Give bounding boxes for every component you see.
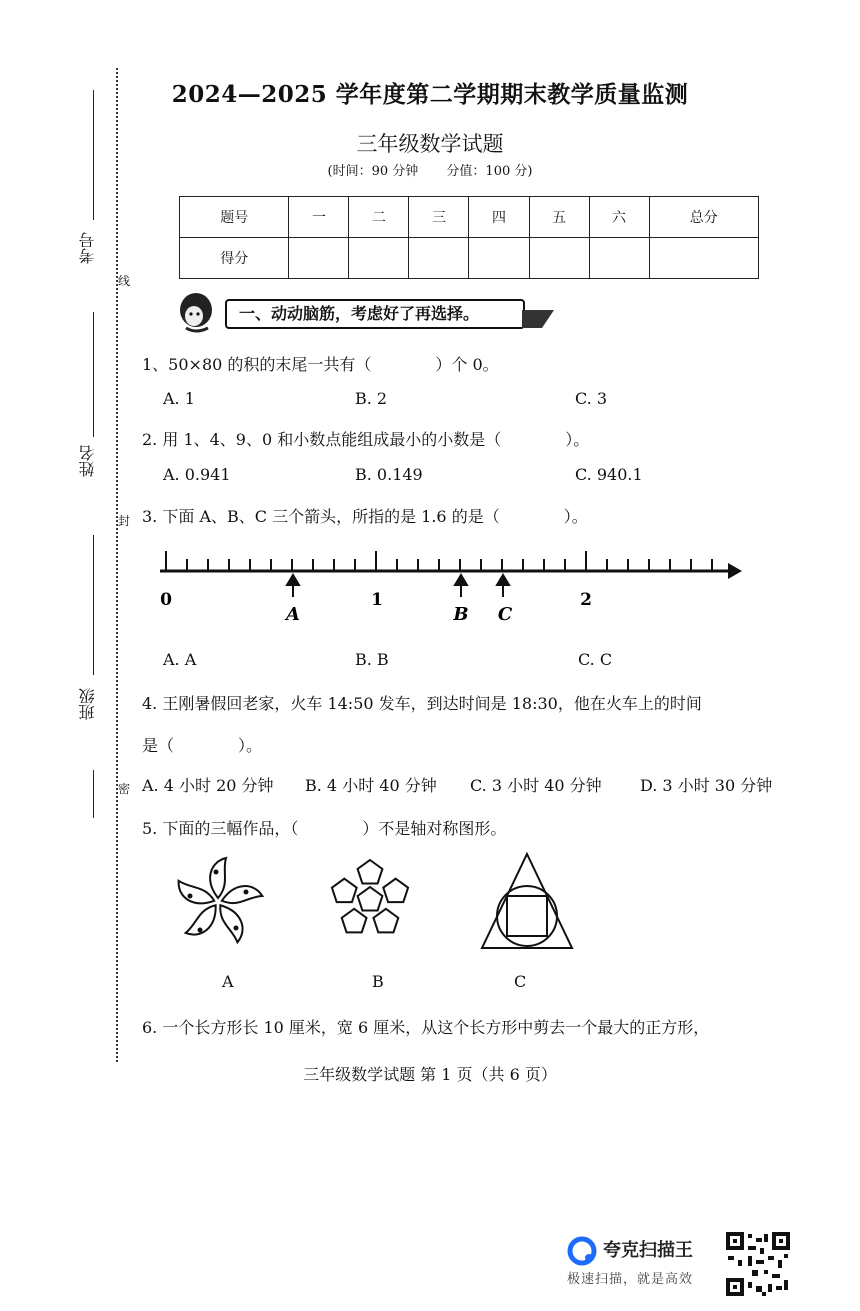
question-6: 6. 一个长方形长 10 厘米，宽 6 厘米，从这个长方形中剪去一个最大的正方形， — [142, 1018, 710, 1037]
table-cell: 五 — [529, 197, 589, 238]
score-table-header-row — [180, 197, 759, 238]
score-input-cell[interactable] — [349, 238, 409, 279]
q4-option-b[interactable]: B. 4 小时 40 分钟 — [305, 776, 437, 795]
question-2: 2. 用 1、4、9、0 和小数点能组成最小的小数是（ ）。 — [142, 430, 590, 449]
score-input-cell[interactable] — [469, 238, 529, 279]
axis-label-1: 1 — [371, 590, 383, 610]
axis-label-0: 0 — [160, 590, 172, 610]
bauhinia-flower-figure — [172, 852, 264, 952]
table-cell: 题号 — [180, 197, 289, 238]
table-cell: 三 — [409, 197, 469, 238]
score-input-cell[interactable] — [409, 238, 469, 279]
banner-flag-icon — [522, 306, 556, 332]
name-line — [93, 312, 94, 437]
score-table — [179, 196, 759, 279]
score-input-cell[interactable] — [589, 238, 649, 279]
score-table-score-row — [180, 238, 759, 279]
arrow-label-c: C — [497, 604, 513, 625]
section-1-heading: 一、动动脑筋，考虑好了再选择。 — [225, 299, 525, 329]
thinker-icon — [172, 288, 224, 336]
score-input-cell[interactable] — [289, 238, 349, 279]
q2-option-a[interactable]: A. 0.941 — [163, 465, 231, 484]
axis-label-2: 2 — [580, 590, 592, 610]
seal-char-seal: 封 — [118, 514, 131, 528]
q3-option-a[interactable]: A. A — [163, 650, 197, 669]
q2-option-c[interactable]: C. 940.1 — [575, 465, 643, 484]
q3-option-c[interactable]: C. C — [578, 650, 613, 669]
table-cell: 六 — [589, 197, 649, 238]
q1-option-b[interactable]: B. 2 — [355, 389, 388, 408]
score-input-cell[interactable] — [649, 238, 758, 279]
arrow-label-a: A — [286, 604, 300, 625]
scanner-watermark — [567, 1234, 717, 1290]
question-5: 5. 下面的三幅作品，（ ）不是轴对称图形。 — [142, 819, 507, 838]
q4-option-c[interactable]: C. 3 小时 40 分钟 — [470, 776, 602, 795]
class-line — [93, 535, 94, 675]
question-1: 1、50×80 的积的末尾一共有（ ）个 0。 — [142, 355, 499, 374]
question-3: 3. 下面 A、B、C 三个箭头，所指的是 1.6 的是（ ）。 — [142, 507, 588, 526]
question-4-line-1: 4. 王刚暑假回老家，火车 14:50 发车，到达时间是 18:30，他在火车上的时间 — [142, 694, 702, 713]
qr-code-icon — [724, 1230, 792, 1298]
triangle-circle-square-figure — [478, 850, 576, 952]
q5-label-c[interactable]: C — [514, 972, 527, 991]
watermark-tagline: 极速扫描，就是高效 — [567, 1272, 694, 1287]
seal-char-line: 线 — [118, 274, 131, 288]
exam-no-label: 考号 — [78, 232, 97, 264]
page-footer: 三年级数学试题 第 1 页（共 6 页） — [303, 1065, 557, 1084]
question-4-line-2: 是（ ）。 — [142, 736, 263, 755]
table-cell: 二 — [349, 197, 409, 238]
table-cell: 得分 — [180, 238, 289, 279]
q1-option-c[interactable]: C. 3 — [575, 389, 608, 408]
pentagon-pattern-figure — [326, 852, 414, 948]
exam-title: 2024—2025 学年度第二学期期末教学质量监测 — [171, 81, 689, 108]
watermark-name: 夸克扫描王 — [603, 1240, 693, 1261]
exam-subtitle: 三年级数学试题 — [356, 132, 504, 156]
arrow-label-b: B — [453, 604, 469, 625]
table-cell: 四 — [469, 197, 529, 238]
school-line — [93, 770, 94, 818]
number-line-diagram — [150, 545, 750, 630]
exam-no-line — [93, 90, 94, 220]
class-label: 班级 — [78, 688, 97, 720]
q5-label-a[interactable]: A — [222, 972, 234, 991]
q4-option-a[interactable]: A. 4 小时 20 分钟 — [142, 776, 274, 795]
q3-option-b[interactable]: B. B — [355, 650, 389, 669]
exam-meta — [0, 160, 860, 179]
name-label: 姓名 — [78, 445, 97, 477]
quark-logo-icon — [567, 1236, 597, 1266]
q1-option-a[interactable]: A. 1 — [163, 389, 195, 408]
seal-char-secret: 密 — [118, 782, 131, 796]
q4-option-d[interactable]: D. 3 小时 30 分钟 — [640, 776, 773, 795]
table-cell: 一 — [289, 197, 349, 238]
score-label: 分值：100 分) — [446, 164, 533, 179]
time-label: (时间：90 分钟 — [327, 164, 419, 179]
table-cell: 总分 — [649, 197, 758, 238]
binding-dotted-line — [116, 68, 118, 1062]
score-input-cell[interactable] — [529, 238, 589, 279]
q5-label-b[interactable]: B — [372, 972, 384, 991]
q2-option-b[interactable]: B. 0.149 — [355, 465, 423, 484]
